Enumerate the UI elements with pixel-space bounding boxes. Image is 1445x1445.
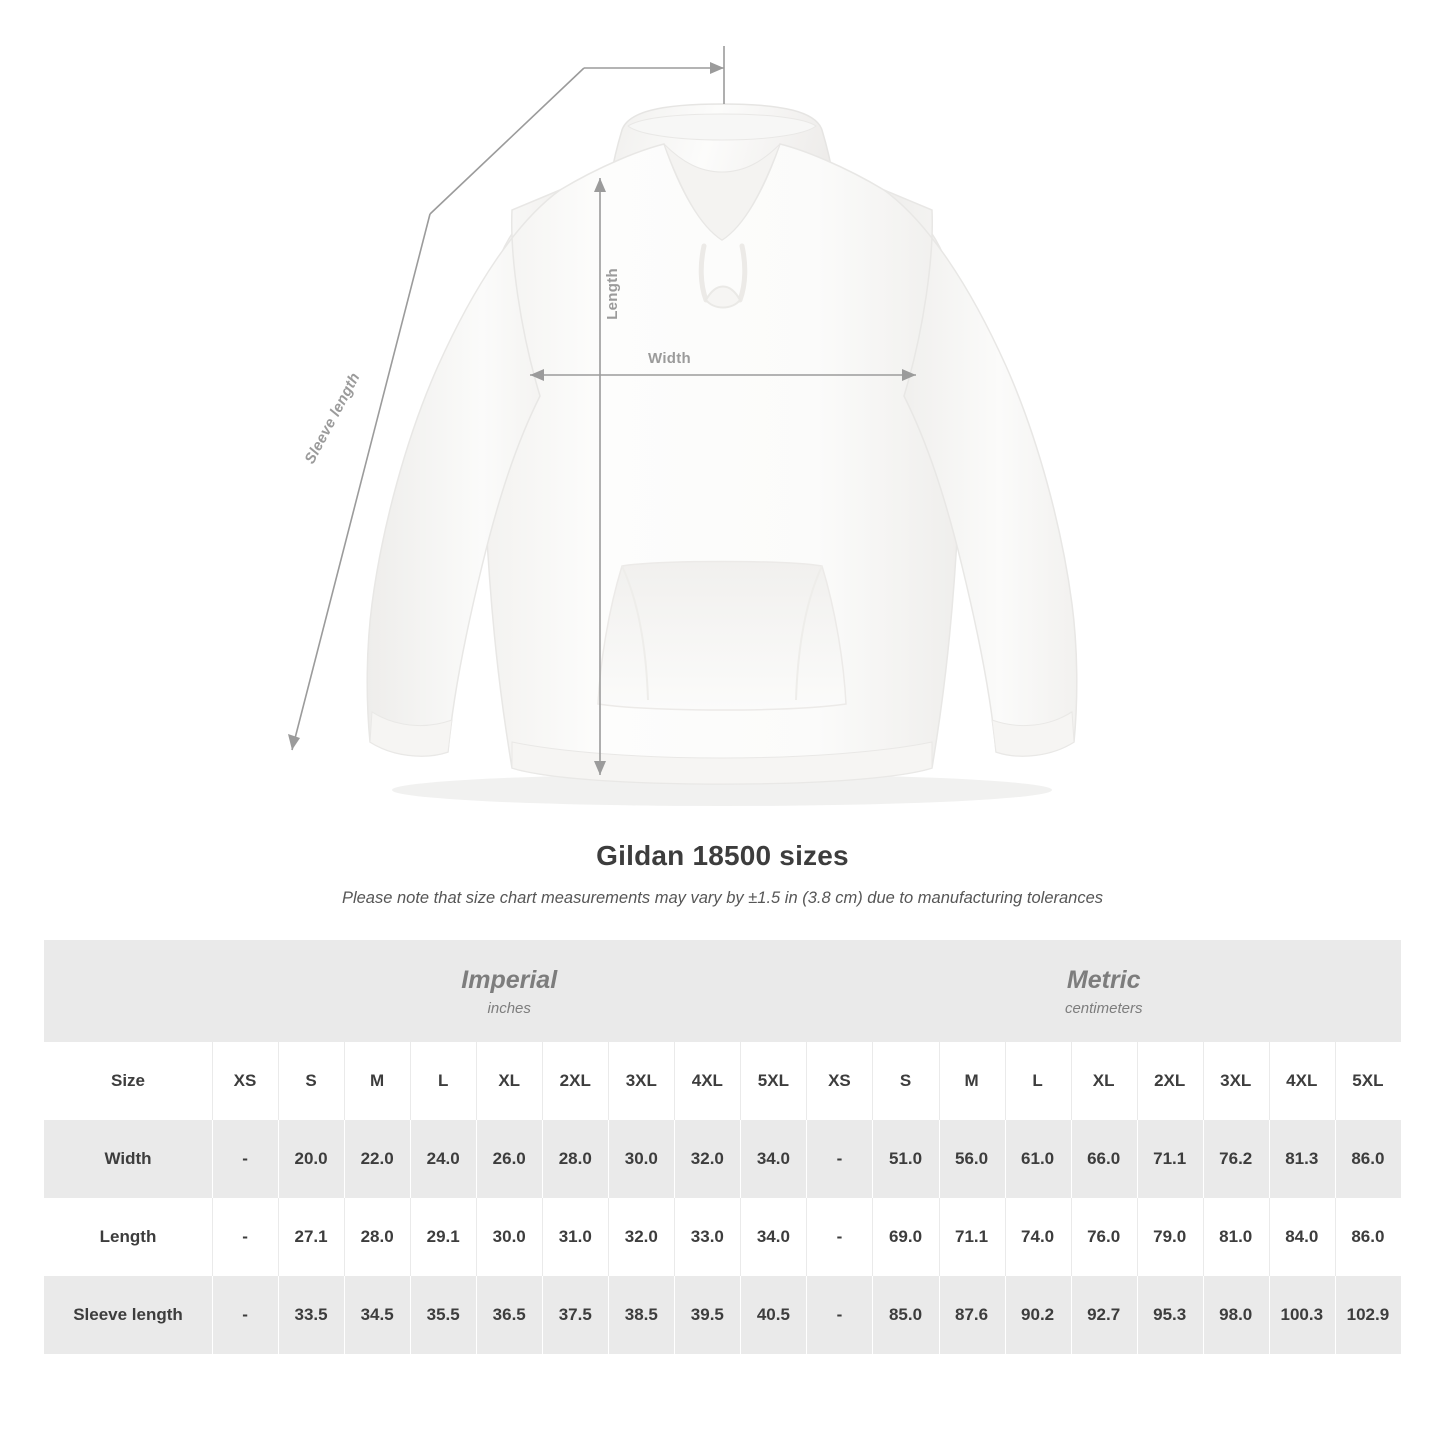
- cell-width-imp-l: 24.0: [410, 1120, 476, 1198]
- cell-length-imp-2xl: 31.0: [542, 1198, 608, 1276]
- row-label-sleeve-length: Sleeve length: [44, 1276, 212, 1354]
- cell-sleeve-imp-l: 35.5: [410, 1276, 476, 1354]
- imperial-unit-cell: [212, 940, 806, 1042]
- col-header-met-2xl: 2XL: [1137, 1042, 1203, 1120]
- col-header-imp-xs: XS: [212, 1042, 278, 1120]
- cell-sleeve-met-m: 87.6: [939, 1276, 1005, 1354]
- col-header-imp-xl: XL: [476, 1042, 542, 1120]
- col-header-imp-5xl: 5XL: [740, 1042, 806, 1120]
- col-header-imp-s: S: [278, 1042, 344, 1120]
- cell-width-imp-4xl: 32.0: [674, 1120, 740, 1198]
- size-header-row: [44, 1042, 1401, 1120]
- col-header-imp-3xl: 3XL: [608, 1042, 674, 1120]
- cell-sleeve-imp-s: 33.5: [278, 1276, 344, 1354]
- cell-sleeve-imp-m: 34.5: [344, 1276, 410, 1354]
- cell-width-imp-5xl: 34.0: [740, 1120, 806, 1198]
- cell-sleeve-met-2xl: 95.3: [1137, 1276, 1203, 1354]
- cell-sleeve-met-s: 85.0: [872, 1276, 938, 1354]
- cell-length-met-4xl: 84.0: [1269, 1198, 1335, 1276]
- col-header-imp-m: M: [344, 1042, 410, 1120]
- col-header-met-3xl: 3XL: [1203, 1042, 1269, 1120]
- cell-length-imp-3xl: 32.0: [608, 1198, 674, 1276]
- cell-length-met-xs: -: [806, 1198, 872, 1276]
- metric-unit-sub: centimeters: [1064, 1000, 1143, 1018]
- cell-width-met-4xl: 81.3: [1269, 1120, 1335, 1198]
- cell-sleeve-met-xl: 92.7: [1071, 1276, 1137, 1354]
- cell-width-imp-m: 22.0: [344, 1120, 410, 1198]
- col-header-met-xs: XS: [806, 1042, 872, 1120]
- cell-width-met-3xl: 76.2: [1203, 1120, 1269, 1198]
- cell-length-imp-xs: -: [212, 1198, 278, 1276]
- cell-width-met-5xl: 86.0: [1335, 1120, 1401, 1198]
- cell-length-imp-xl: 30.0: [476, 1198, 542, 1276]
- tolerance-note: Please note that size chart measurements may vary by ±1.5 in (3.8 cm) due to manufacturing tolerances: [341, 889, 1104, 907]
- table-row: [44, 1120, 1401, 1198]
- cell-length-imp-4xl: 33.0: [674, 1198, 740, 1276]
- row-header-label: Size: [44, 1042, 212, 1120]
- cell-length-met-5xl: 86.0: [1335, 1198, 1401, 1276]
- col-header-met-m: M: [939, 1042, 1005, 1120]
- cell-sleeve-met-xs: -: [806, 1276, 872, 1354]
- cell-width-met-m: 56.0: [939, 1120, 1005, 1198]
- row-label-length: Length: [44, 1198, 212, 1276]
- cell-width-met-xl: 66.0: [1071, 1120, 1137, 1198]
- table-row: [44, 1276, 1401, 1354]
- cell-length-imp-m: 28.0: [344, 1198, 410, 1276]
- cell-width-imp-3xl: 30.0: [608, 1120, 674, 1198]
- cell-length-met-3xl: 81.0: [1203, 1198, 1269, 1276]
- cell-length-met-m: 71.1: [939, 1198, 1005, 1276]
- col-header-met-4xl: 4XL: [1269, 1042, 1335, 1120]
- cell-sleeve-met-l: 90.2: [1005, 1276, 1071, 1354]
- cell-length-imp-l: 29.1: [410, 1198, 476, 1276]
- cell-sleeve-met-4xl: 100.3: [1269, 1276, 1335, 1354]
- unit-header-row: [44, 940, 1401, 1042]
- cell-sleeve-imp-3xl: 38.5: [608, 1276, 674, 1354]
- cell-sleeve-met-3xl: 98.0: [1203, 1276, 1269, 1354]
- col-header-met-5xl: 5XL: [1335, 1042, 1401, 1120]
- col-header-imp-4xl: 4XL: [674, 1042, 740, 1120]
- cell-width-imp-s: 20.0: [278, 1120, 344, 1198]
- cell-width-met-s: 51.0: [872, 1120, 938, 1198]
- metric-unit-name: Metric: [1066, 965, 1141, 994]
- col-header-met-s: S: [872, 1042, 938, 1120]
- chart-header: [0, 840, 1445, 908]
- metric-unit-cell: [806, 940, 1401, 1042]
- col-header-met-l: L: [1005, 1042, 1071, 1120]
- width-dimension-label: Width: [648, 350, 692, 367]
- col-header-imp-l: L: [410, 1042, 476, 1120]
- cell-width-imp-xl: 26.0: [476, 1120, 542, 1198]
- size-chart-table-wrap: [44, 940, 1401, 1354]
- size-chart-table: [44, 940, 1401, 1354]
- cell-length-imp-s: 27.1: [278, 1198, 344, 1276]
- cell-length-met-s: 69.0: [872, 1198, 938, 1276]
- cell-length-met-l: 74.0: [1005, 1198, 1071, 1276]
- cell-width-imp-2xl: 28.0: [542, 1120, 608, 1198]
- sleeve-length-dimension-label: Sleeve length: [301, 369, 364, 467]
- table-row: [44, 1198, 1401, 1276]
- page-title: Gildan 18500 sizes: [596, 840, 849, 871]
- cell-length-imp-5xl: 34.0: [740, 1198, 806, 1276]
- cell-sleeve-imp-xl: 36.5: [476, 1276, 542, 1354]
- length-dimension-label: Length: [604, 268, 621, 320]
- cell-width-met-2xl: 71.1: [1137, 1120, 1203, 1198]
- cell-length-met-2xl: 79.0: [1137, 1198, 1203, 1276]
- cell-sleeve-met-5xl: 102.9: [1335, 1276, 1401, 1354]
- unit-corner-cell: [44, 940, 212, 1042]
- col-header-met-xl: XL: [1071, 1042, 1137, 1120]
- cell-width-met-l: 61.0: [1005, 1120, 1071, 1198]
- cell-sleeve-imp-4xl: 39.5: [674, 1276, 740, 1354]
- cell-width-met-xs: -: [806, 1120, 872, 1198]
- imperial-unit-sub: inches: [487, 1000, 531, 1018]
- cell-sleeve-imp-5xl: 40.5: [740, 1276, 806, 1354]
- col-header-imp-2xl: 2XL: [542, 1042, 608, 1120]
- imperial-unit-name: Imperial: [461, 965, 558, 994]
- cell-width-imp-xs: -: [212, 1120, 278, 1198]
- cell-length-met-xl: 76.0: [1071, 1198, 1137, 1276]
- cell-sleeve-imp-xs: -: [212, 1276, 278, 1354]
- cell-sleeve-imp-2xl: 37.5: [542, 1276, 608, 1354]
- row-label-width: Width: [44, 1120, 212, 1198]
